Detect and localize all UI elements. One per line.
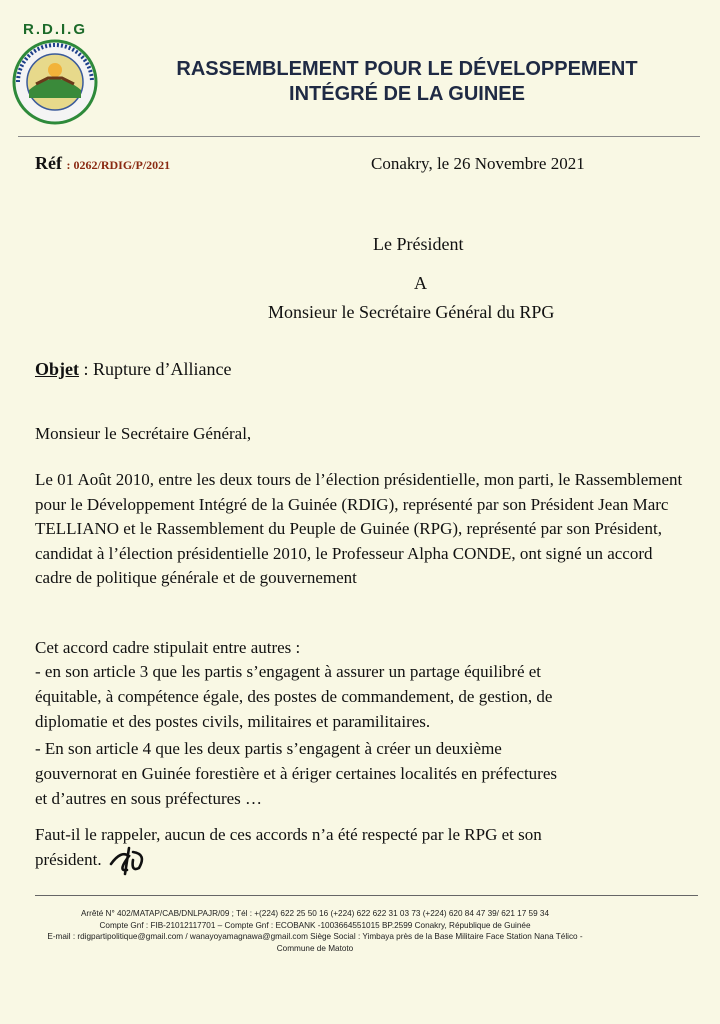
logo-acronym: R.D.I.G (22, 21, 88, 38)
closing-paragraph-line: Faut-il le rappeler, aucun de ces accords n’a été respecté par le RPG et son (35, 825, 542, 844)
paragraph-articles-line: équitable, à compétence égale, des postes de commandement, de gestion, de (35, 687, 553, 706)
reference-line (35, 153, 170, 174)
paragraph-articles-line: gouvernorat en Guinée forestière et à ériger certaines localités en préfectures (35, 764, 558, 783)
rdig-party-logo (6, 18, 104, 128)
subject-value: : Rupture d’Alliance (79, 359, 232, 379)
paragraph-accord: Le 01 Août 2010, entre les deux tours de l’élection présidentielle, mon parti, le Rassemblement pour le Développement Intégré de la Guinée (RDIG), représenté par son Président Jean Marc TELLIANO et le Rassemblement du Peuple de Guinée (RPG), représenté par son Président, candidat à l’élection présidentielle 2010, le Professeur Alpha CONDE, ont signé un accord cadre de politique générale et de gouvernement (35, 470, 683, 587)
footer-line: Arrêté N° 402/MATAP/CAB/DNLPAJR/09 ; Tél : +(224) 622 25 50 16 (+224) 622 622 31 03 73 (+224) 620 84 47 39/ 621 17 59 34 (80, 909, 550, 918)
recipient: Monsieur le Secrétaire Général du RPG (268, 302, 555, 322)
closing-paragraph-line: président. (35, 850, 102, 869)
organization-name (112, 57, 702, 107)
footer-contact-info (10, 908, 620, 954)
handwritten-signature (107, 842, 151, 876)
reference-label: Réf (35, 153, 62, 173)
letter-date: Conakry, le 26 Novembre 2021 (371, 154, 585, 173)
to-marker: A (414, 273, 427, 293)
paragraph-articles-line: et d’autres en sous préfectures … (35, 789, 263, 808)
header-divider (18, 136, 700, 137)
paragraph-articles-line: diplomatie et des postes civils, militaires et paramilitaires. (35, 712, 431, 731)
paragraph-articles-line: - en son article 3 que les partis s’engagent à assurer un partage équilibré et (35, 662, 542, 681)
paragraph-articles-line: Cet accord cadre stipulait entre autres : (35, 638, 301, 657)
reference-value: : 0262/RDIG/P/2021 (66, 158, 171, 172)
footer-line: Compte Gnf : FIB-21012117701 – Compte Gnf : ECOBANK -1003664551015 BP.2599 Conakry, République de Guinée (99, 920, 531, 930)
footer-divider (35, 895, 698, 896)
subject-line (35, 359, 231, 380)
paragraph-articles-line: - En son article 4 que les deux partis s’engagent à créer un deuxième (35, 739, 502, 758)
footer-line: E-mail : rdigpartipolitique@gmail.com / wanayoyamagnawa@gmail.com Siège Social : Yimbaya près de la Base Militaire Face Station Nana Télico - (47, 932, 583, 941)
subject-label: Objet (35, 359, 79, 379)
footer-line: Commune de Matoto (276, 943, 354, 953)
sender-title: Le Président (373, 234, 464, 254)
salutation: Monsieur le Secrétaire Général, (35, 424, 252, 443)
org-name-line2: INTÉGRÉ DE LA GUINEE (289, 83, 525, 105)
org-name-line1: RASSEMBLEMENT POUR LE DÉVELOPPEMENT (176, 58, 638, 80)
